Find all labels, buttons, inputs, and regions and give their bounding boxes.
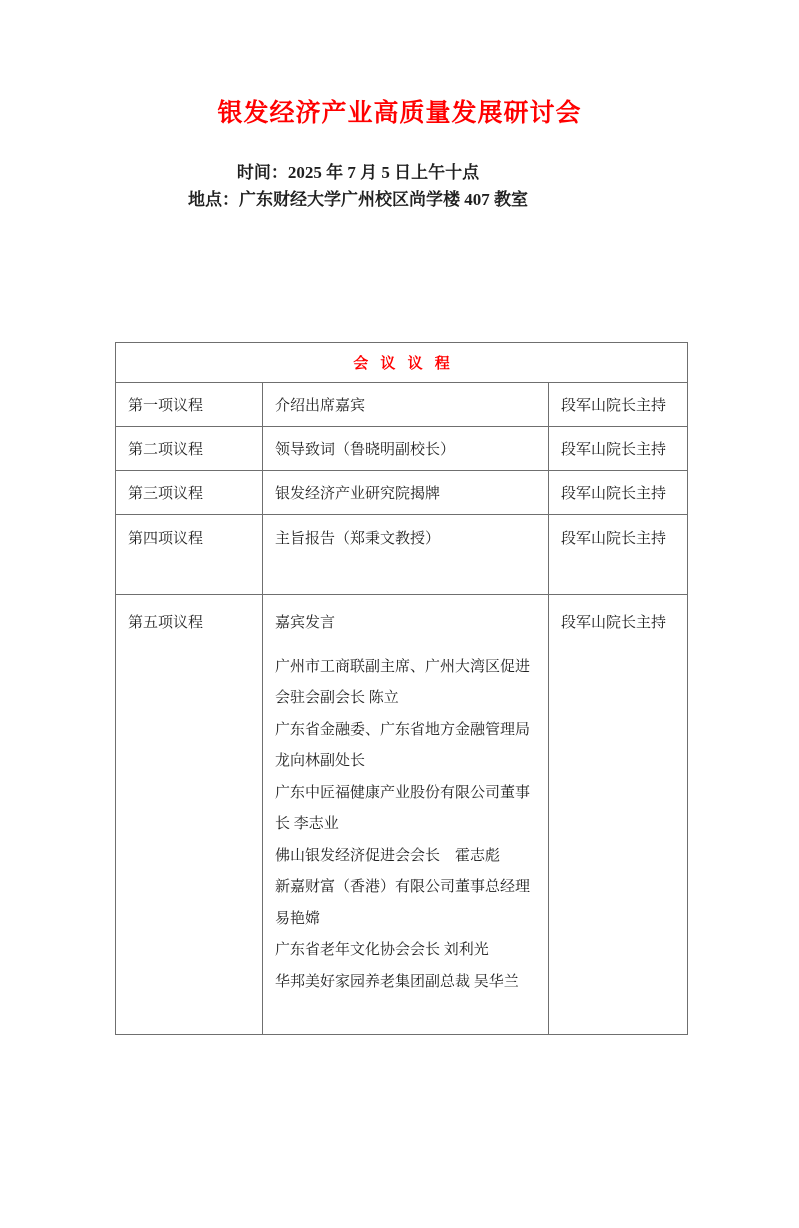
document-title: 银发经济产业高质量发展研讨会: [217, 99, 582, 127]
agenda-host-cell: 段军山院长主持: [549, 383, 688, 427]
guest-line: 华邦美好家园养老集团副总裁 吴华兰: [275, 973, 519, 990]
agenda-table-title: 会 议 议 程: [116, 343, 688, 383]
agenda-content-cell: 介绍出席嘉宾: [263, 383, 549, 427]
agenda-row-2: [116, 427, 688, 471]
guest-line: 佛山银发经济促进会会长 霍志彪: [275, 847, 501, 864]
agenda-host-cell: 段军山院长主持: [549, 595, 688, 1035]
agenda-content-cell: 领导致词（鲁晓明副校长）: [263, 427, 549, 471]
agenda-item-cell: 第五项议程: [116, 595, 263, 1035]
meta-block: [0, 159, 716, 213]
agenda-row-4: [116, 515, 688, 595]
agenda-row-1: [116, 383, 688, 427]
agenda-host-cell: 段军山院长主持: [549, 515, 688, 595]
meeting-location: 地点：广东财经大学广州校区尚学楼 407 教室: [188, 190, 528, 209]
agenda-item-cell: 第三项议程: [116, 471, 263, 515]
agenda-content-cell: 银发经济产业研究院揭牌: [263, 471, 549, 515]
agenda-table: [115, 342, 688, 1035]
guest-line: 广东省金融委、广东省地方金融管理局 龙向林副处长: [275, 721, 531, 769]
meeting-time: 时间：2025 年 7 月 5 日上午十点: [236, 163, 480, 182]
guest-line: 新嘉财富（香港）有限公司董事总经理易艳嫦: [275, 879, 531, 927]
agenda-header-row: [116, 343, 688, 383]
agenda-item-cell: 第一项议程: [116, 383, 263, 427]
guest-line: 广东省老年文化协会会长 刘利光: [275, 942, 489, 958]
agenda-host-cell: 段军山院长主持: [549, 471, 688, 515]
agenda-host-cell: 段军山院长主持: [549, 427, 688, 471]
agenda-row-3: [116, 471, 688, 515]
guest-line: 广州市工商联副主席、广州大湾区促进会驻会副会长 陈立: [275, 658, 531, 706]
document-page: [0, 97, 799, 1228]
agenda-item-cell: 第二项议程: [116, 427, 263, 471]
agenda-content-cell: [263, 595, 549, 1035]
agenda-item-cell: 第四项议程: [116, 515, 263, 595]
agenda-content-cell: 主旨报告（郑秉文教授）: [263, 515, 549, 595]
guest-line: 广东中匠福健康产业股份有限公司董事长 李志业: [275, 784, 531, 832]
agenda-row-5: [116, 595, 688, 1035]
guest-speeches-label: 嘉宾发言: [275, 615, 336, 631]
